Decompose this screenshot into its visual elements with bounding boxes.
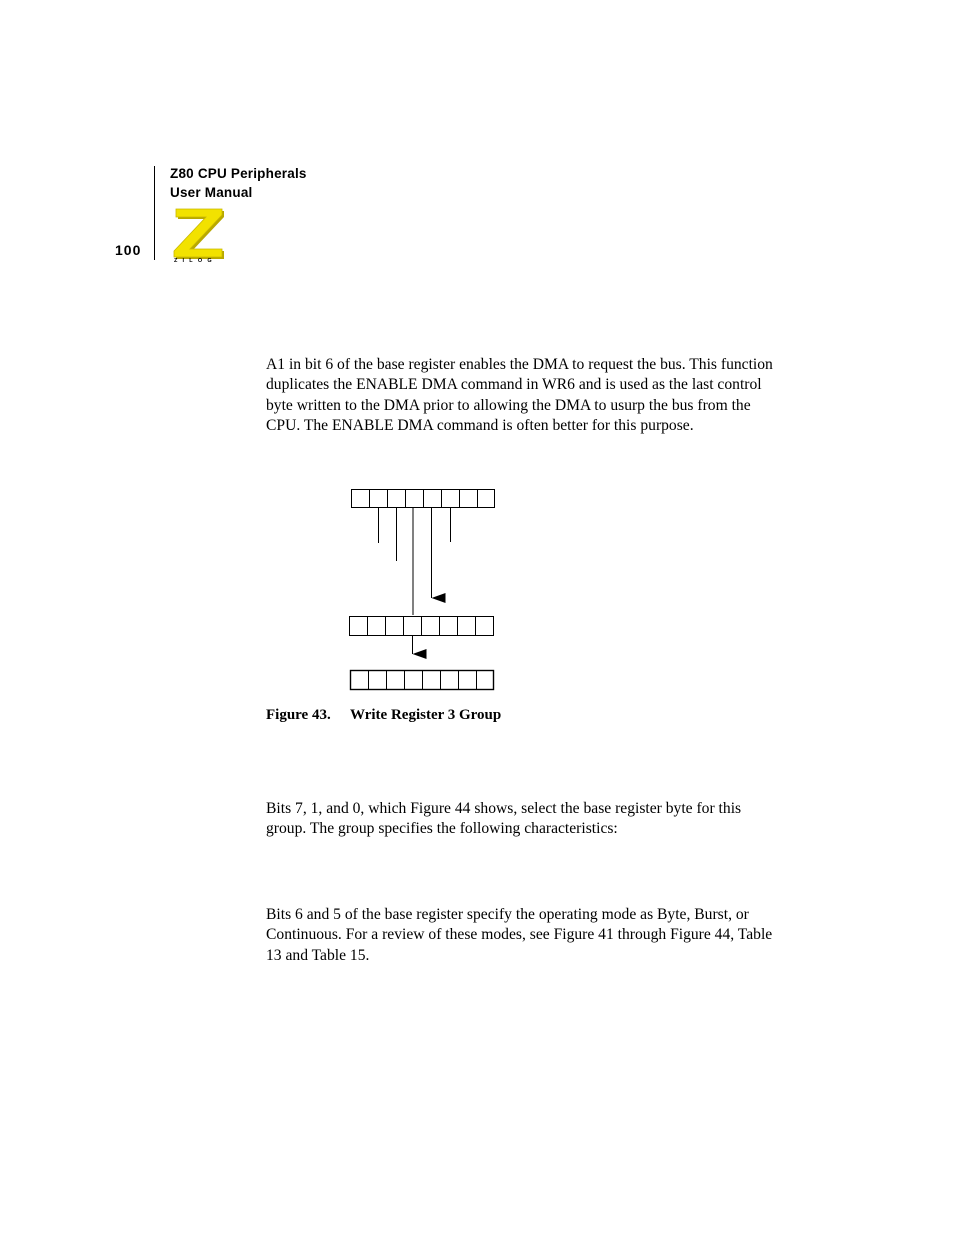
figure-title: Write Register 3 Group (350, 707, 502, 723)
write-register-3-diagram (340, 480, 510, 700)
header-title-line-1: Z80 CPU Peripherals (170, 166, 307, 181)
bit-leader-lines (379, 508, 451, 616)
page-number: 100 (115, 242, 142, 258)
body-paragraph-1: A1 in bit 6 of the base register enables the DMA to request the bus. This function duplicates the ENABLE DMA command in WR6 and is used as the last control byte written to the DMA prior to allowing the DMA to usurp the bus from the CPU. The ENABLE DMA command is often better for this purpose. (266, 356, 773, 435)
svg-text:ZILOG: ZILOG (174, 258, 217, 263)
bottom-register-cells (351, 671, 494, 690)
figure-caption (266, 707, 501, 724)
body-paragraph-2: Bits 7, 1, and 0, which Figure 44 shows, select the base register byte for this group. The group specifies the following characteristics: (266, 800, 742, 838)
header-vertical-rule (154, 166, 155, 260)
running-header (170, 164, 307, 202)
base-register-cells (352, 490, 495, 508)
figure-number: Figure 43. (266, 707, 331, 723)
body-paragraph-3: Bits 6 and 5 of the base register specify the operating mode as Byte, Burst, or Continuous. For a review of these modes, see Figure 41 through Figure 44, Table 13 and Table 15. (266, 906, 773, 964)
middle-register-cells (350, 617, 494, 636)
zilog-logo (168, 205, 226, 263)
header-title-line-2: User Manual (170, 185, 253, 200)
